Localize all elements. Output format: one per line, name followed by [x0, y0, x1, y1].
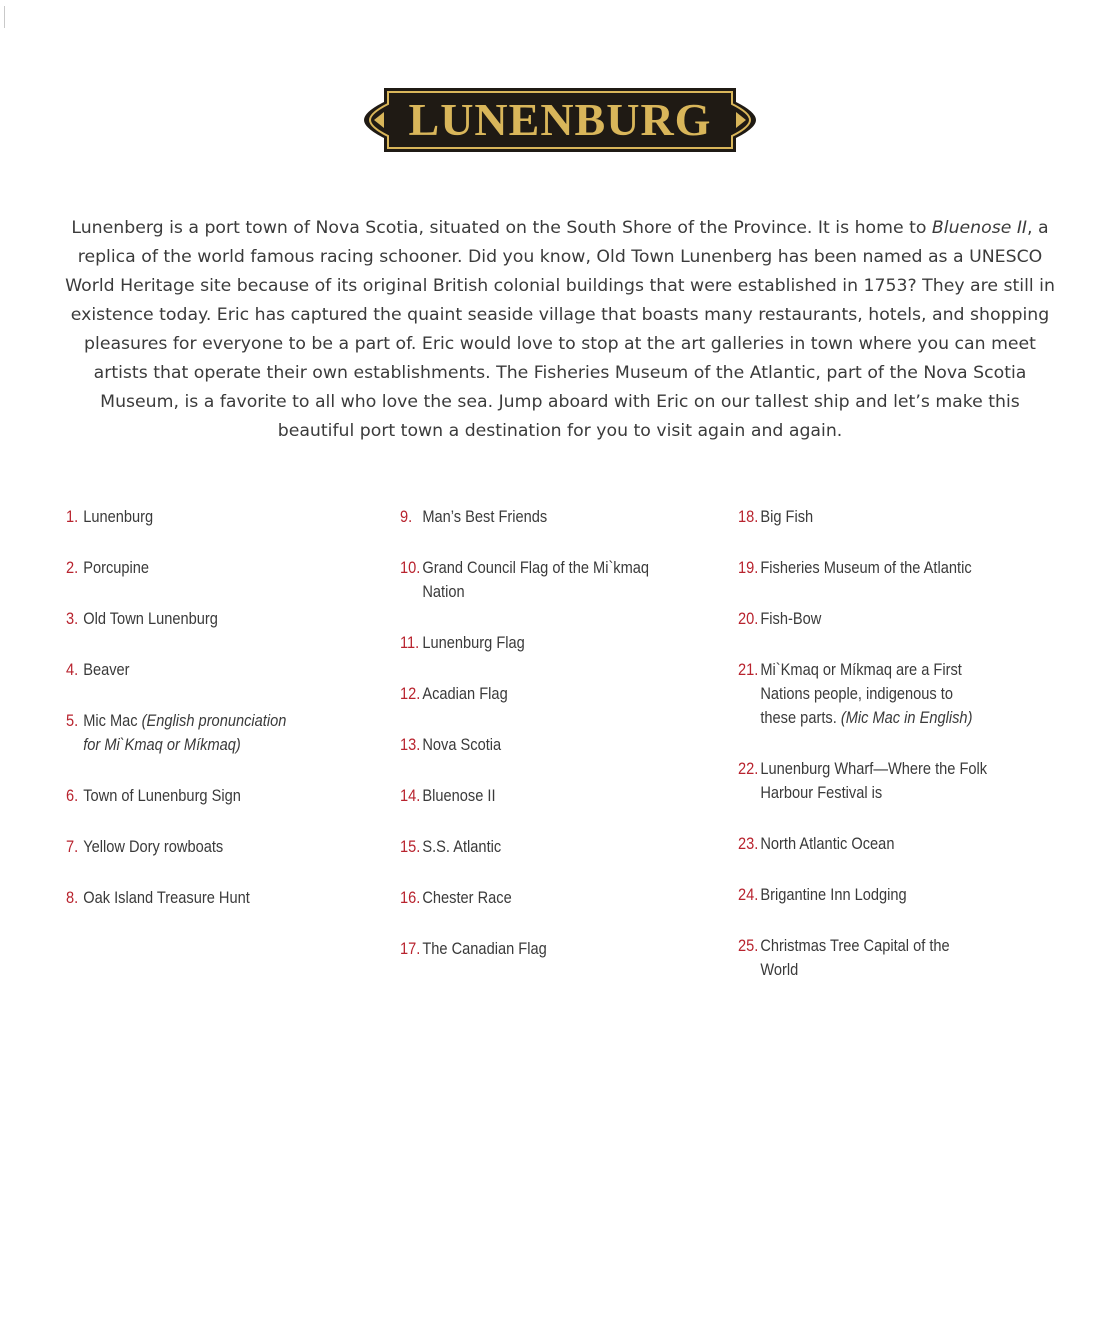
list-item — [66, 658, 324, 682]
list-item — [738, 607, 987, 631]
list-item — [738, 757, 987, 805]
item-number: 6. — [66, 786, 79, 805]
list-item — [738, 658, 987, 730]
list-item — [738, 556, 987, 580]
item-number: 21. — [738, 660, 759, 679]
list-item — [400, 682, 688, 706]
answer-list-column-1 — [66, 505, 366, 937]
item-number: 18. — [738, 507, 759, 526]
item-number: 9. — [400, 507, 413, 526]
title-banner — [364, 88, 756, 152]
item-label: Beaver — [83, 660, 130, 679]
list-item — [66, 709, 298, 757]
item-number: 3. — [66, 609, 79, 628]
list-item — [66, 835, 324, 859]
item-label: Mic Mac (English pronunciation for Mi`Kmaq or Míkmaq) — [83, 711, 287, 754]
item-number: 19. — [738, 558, 759, 577]
item-label: Chester Race — [422, 888, 512, 907]
item-label: S.S. Atlantic — [422, 837, 502, 856]
item-label: Bluenose II — [422, 786, 496, 805]
list-item — [400, 556, 688, 604]
item-label: Lunenburg — [83, 507, 154, 526]
item-number: 23. — [738, 834, 759, 853]
answer-list-column-3 — [738, 505, 1028, 1009]
list-item — [400, 937, 688, 961]
item-number: 11. — [400, 633, 420, 652]
intro-ship-name: Bluenose II — [931, 218, 1028, 238]
list-item — [66, 784, 324, 808]
item-label: Fisheries Museum of the Atlantic — [760, 558, 972, 577]
list-item — [738, 505, 987, 529]
item-label: The Canadian Flag — [422, 939, 547, 958]
item-label: Porcupine — [83, 558, 150, 577]
item-number: 17. — [400, 939, 421, 958]
item-label: Christmas Tree Capital of the World — [760, 936, 950, 979]
item-number: 13. — [400, 735, 421, 754]
item-label: Nova Scotia — [422, 735, 502, 754]
item-label: Grand Council Flag of the Mi`kmaq Nation — [422, 558, 650, 601]
item-number: 4. — [66, 660, 79, 679]
item-number: 20. — [738, 609, 759, 628]
item-number: 2. — [66, 558, 79, 577]
item-label: Fish-Bow — [760, 609, 822, 628]
item-label: North Atlantic Ocean — [760, 834, 895, 853]
item-label: Brigantine Inn Lodging — [760, 885, 907, 904]
list-item — [400, 886, 688, 910]
item-number: 8. — [66, 888, 79, 907]
item-label: Mi`Kmaq or Míkmaq are a First Nations people, indigenous to these parts. (Mic Mac in English) — [760, 660, 973, 727]
item-number: 22. — [738, 759, 759, 778]
list-item — [400, 505, 688, 529]
answer-list-column-2 — [400, 505, 735, 988]
item-number: 15. — [400, 837, 421, 856]
item-label: Town of Lunenburg Sign — [83, 786, 241, 805]
text-cursor-mark — [4, 6, 5, 28]
list-item — [66, 886, 324, 910]
list-item — [400, 784, 688, 808]
list-item — [738, 832, 987, 856]
item-number: 12. — [400, 684, 421, 703]
item-label: Big Fish — [760, 507, 814, 526]
intro-paragraph — [60, 214, 1060, 446]
item-number: 14. — [400, 786, 421, 805]
item-number: 25. — [738, 936, 759, 955]
page-title: LUNENBURG — [408, 94, 712, 145]
item-label: Man’s Best Friends — [422, 507, 548, 526]
item-label: Lunenburg Flag — [422, 633, 525, 652]
item-number: 1. — [66, 507, 79, 526]
item-label: Acadian Flag — [422, 684, 508, 703]
item-number: 5. — [66, 711, 79, 730]
item-number: 24. — [738, 885, 759, 904]
list-item — [400, 733, 688, 757]
item-label: Lunenburg Wharf—Where the Folk Harbour Festival is — [760, 759, 988, 802]
list-item — [738, 934, 987, 982]
list-item — [738, 883, 987, 907]
item-label: Old Town Lunenburg — [83, 609, 218, 628]
list-item — [66, 505, 324, 529]
item-label: Yellow Dory rowboats — [83, 837, 224, 856]
item-number: 10. — [400, 558, 421, 577]
item-number: 16. — [400, 888, 421, 907]
list-item — [66, 556, 324, 580]
item-number: 7. — [66, 837, 79, 856]
list-item — [400, 835, 688, 859]
intro-text-rest: , a replica of the world famous racing schooner. Did you know, Old Town Lunenberg has been named as a UNESCO World Heritage site because of its original British colonial buildings that were established in 1753? They are still in existence today. Eric has captured the quaint seaside village that boasts many restaurants, hotels, and shopping pleasures for everyone to be a part of. Eric would love to stop at the art galleries in town where you can meet artists that operate their own establishments. The Fisheries Museum of the Atlantic, part of the Nova Scotia Museum, is a favorite to all who love the sea. Jump aboard with Eric on our tallest ship and let’s make this beautiful port town a destination for you to visit again and again. — [65, 218, 1055, 441]
list-item — [400, 631, 688, 655]
intro-text-start: Lunenberg is a port town of Nova Scotia, situated on the South Shore of the Province. It is home to — [71, 218, 932, 238]
item-label: Oak Island Treasure Hunt — [83, 888, 250, 907]
list-item — [66, 607, 324, 631]
